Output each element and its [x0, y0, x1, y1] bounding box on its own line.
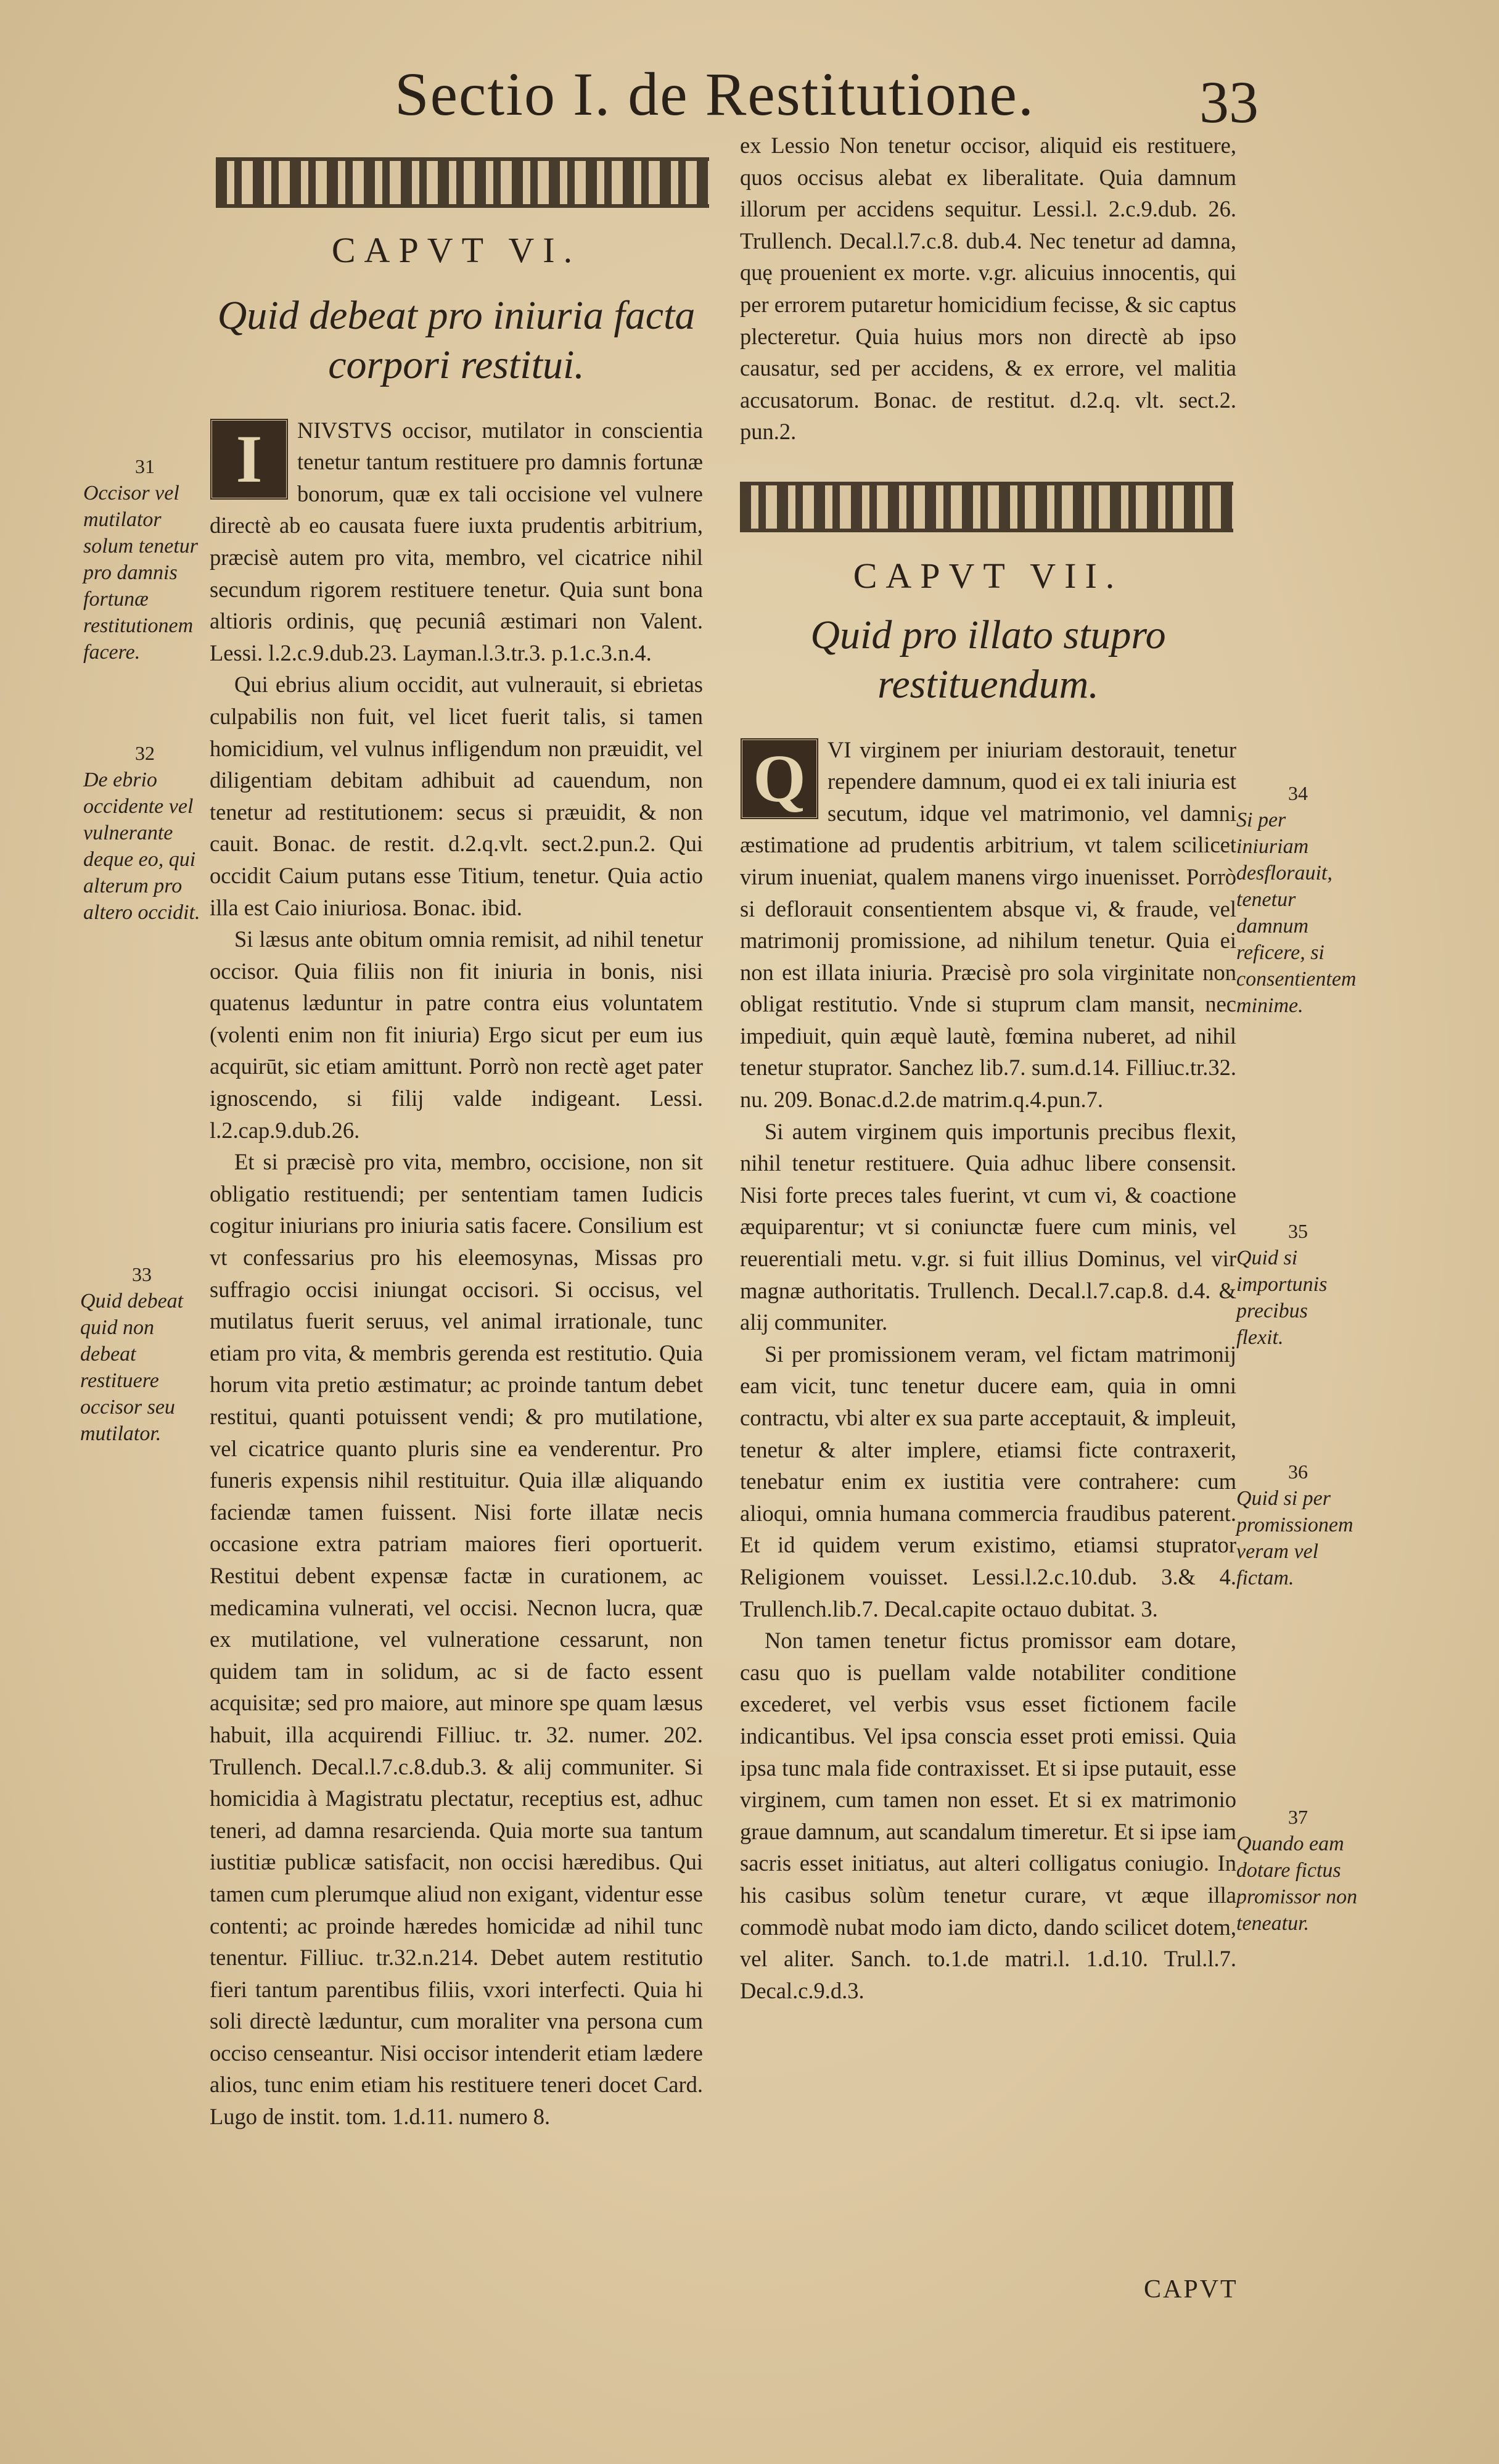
margin-note	[83, 453, 207, 665]
chapter-heading: CAPVT VII.	[853, 555, 1123, 596]
paragraph: Qui ebrius alium occidit, aut vulnerauit, si ebrietas culpabilis non fuit, vel licet fuerit talis, si tamen homicidium, vel vulnus infligendum non præuidit, vel diligentiam debitam adhibuit ad cauendum, non tenetur ad restitutionem: secus si præuidit, & non cauit. Bonac. de restit. d.2.q.vlt. sect.2.pun.2. Qui occidit Caium putans esse Titium, tenetur. Quia actio illa est Caio iniuriosa. Bonac. ibid.	[210, 672, 703, 920]
margin-note-number: 34	[1288, 782, 1308, 804]
margin-note	[1236, 780, 1360, 1019]
margin-note-number: 33	[132, 1263, 152, 1285]
paragraph: Si per promissionem veram, vel fictam matrimonij eam vicit, tunc tenetur ducere eam, quia in omni contractu, vbi alter ex sua parte acceptauit, & impleuit, tenetur & alter implere, etiamsi ficte contraxerit, tenebatur enim ex iustitia vere contrahere: cum alioqui, omnia humana commercia fraudibus paterent. Et id quidem verum existimo, etiamsi stuprator Religionem vouisset. Lessi.l.2.c.10.dub. 3.& 4. Trullench.lib.7. Decal.capite octauo dubitat. 3.	[740, 1341, 1236, 1621]
margin-note-text: Quid debeat quid non debeat restituere occisor seu mutilator.	[80, 1290, 184, 1445]
margin-note-number: 32	[135, 742, 155, 764]
margin-note	[1236, 1218, 1360, 1351]
paragraph: Non tamen tenetur fictus promissor eam dotare, casu quo is puellam valde notabiliter conditione excederet, vel verbis vsus esset fictionem facile indicantibus. Vel ipsa conscia esset proti emissi. Quia ipsa tunc mala fide contraxisset. Et si ipse putauit, esse virginem, cum tamen non esset. Et si ex matrimonio graue damnum, aut scandalum timeretur. Et si ipse iam sacris esset initiatus, aut alteri colligatus coniugio. In his casibus solùm tenetur curare, vt æque illa commodè nubat modo iam dicto, dando scilicet dotem, vel aliter. Sanch. to.1.de matri.l. 1.d.10. Trul.l.7. Decal.c.9.d.3.	[740, 1628, 1236, 2003]
margin-note-text: Si per iniuriam desflorauit, tenetur damnum reficere, si consentientem minime.	[1236, 809, 1357, 1017]
paragraph: Et si præcisè pro vita, membro, occisione, non sit obligatio restituendi; per sententiam tamen Iudicis cogitur iniurians pro iniuria satis facere. Consilium est vt confessarius pro his eleemosynas, Missas pro suffragio occisi iniungat occisori. Si occisus, vel mutilatus fuerit seruus, vel animal irrationale, tunc etiam pro vita, & membris gerenda est restitutio. Quia horum vita pretio æstimatur; ac proinde tantum debet restitui, quanti potuissent vendi; & pro mutilatione, vel cicatrice quanto pluris sine ea venderentur. Pro funeris expensis nihil restituitur. Quia illæ aliquando faciendæ tamen fuissent. Nisi forte illatæ necis occasione extra patriam maiores fieri oportuerit. Restitui debent expensæ factæ in curationem, ac medicamina vulnerati, vel occisi. Necnon lucra, quæ ex mutilatione, vel vulneratione cessarunt, non quidem tam in solidum, ac si de facto essent acquisitæ; sed pro maiore, aut minore spe quam læsus habuit, illa acquirendi Filliuc. tr. 32. numer. 202. Trullench. Decal.l.7.c.8.dub.3. & alij communiter. Si homicidia à Magistratu plectatur, receptius est, adhuc teneri, ad damna resarcienda. Quia morte sua tantum iustitiæ publicæ satisfacit, non occisi hæredibus. Qui tamen cum plerumque aliud non exigant, videntur esse contenti; ac proinde hæredes homicidæ ad nihil tunc tenentur. Filliuc. tr.32.n.214. Debet autem restitutio fieri tantum parentibus filiis, vxori interfecti. Quia hi soli directè læduntur, cum moraliter vna persona cum occiso censeantur. Nisi occisor intenderit etiam lædere alios, tunc enim etiam his restituere teneri docet Card. Lugo de instit. tom. 1.d.11. numero 8.	[210, 1149, 703, 2130]
margin-note-text: Quando eam dotare fictus promissor non teneatur.	[1236, 1832, 1358, 1935]
drop-cap: I	[210, 418, 289, 500]
margin-note	[1236, 1459, 1360, 1591]
margin-note	[83, 740, 207, 926]
paragraph: NIVSTVS occisor, mutilator in conscientia tenetur tantum restituere pro damnis fortunæ bonorum, quæ ex tali occisione vel vulnere directè ab eo causata fuere iuxta prudentis arbitrium, præcisè autem pro vita, membro, vel cicatrice nihil secundum rigorem restituere tenetur. Quia sunt bona altioris ordinis, quę pecuniâ æstimari non Valent. Lessi. l.2.c.9.dub.23. Layman.l.3.tr.3. p.1.c.3.n.4.	[210, 417, 703, 665]
paragraph: Si læsus ante obitum omnia remisit, ad nihil tenetur occisor. Quia filiis non fit iniuria in bonis, nisi quatenus læduntur in patre contra eius voluntatem (volenti enim non fit iniuria) Ergo sicut per eum ius acquirūt, sic etiam amittunt. Porrò non rectè aget pater ignoscendo, si filij valde indigeant. Lessi. l.2.cap.9.dub.26.	[210, 926, 703, 1143]
drop-cap: Q	[740, 738, 819, 820]
left-column	[210, 230, 703, 2133]
margin-note	[1236, 1804, 1360, 1937]
paragraph: VI virginem per iniuriam destorauit, tenetur rependere damnum, quod ei ex tali iniuria est secutum, idque vel matrimonio, vel damni æstimatione ad prudentis arbitrium, vt talem scilicet virum inueniat, qualem manens virgo inuenisset. Porrò si deflorauit consentientem absque vi, & fraude, vel matrimonij promissione, ad nihilum tenetur. Quia ei non est illata iniuria. Præcisè pro sola virginitate non obligat restitutio. Vnde si stuprum clam mansit, nec impediuit, quin æquè lautè, fœmina nuberet, ad nihil tenetur stuprator. Sanchez lib.7. sum.d.14. Filliuc.tr.32. nu. 209. Bonac.d.2.de matrim.q.4.pun.7.	[740, 736, 1236, 1113]
margin-note	[80, 1261, 203, 1447]
chapter-title: Quid pro illato stupro restituendum.	[810, 612, 1166, 707]
chapter-heading: CAPVT VI.	[331, 230, 581, 270]
paragraph: ex Lessio Non tenetur occisor, aliquid eis restituere, quos occisus alebat ex liberalitate. Quia damnum illorum per accidens sequitur. Lessi.l. 2.c.9.dub. 26. Trullench. Decal.l.7.c.8. dub.4. Nec tenetur ad damna, quę prouenient ex morte. v.gr. alicuius innocentis, qui per errorem putaretur homicidium fecisse, & sic captus plecteretur. Quia huius mors non directè ab ipso causatur, sed per accidens, & ex errore, vel malitia accusatorum. Bonac. de restitut. d.2.q. vlt. sect.2. pun.2.	[740, 133, 1236, 445]
ornament-band-right	[740, 482, 1233, 532]
chapter-title: Quid debeat pro iniuria facta corpori restitui.	[217, 292, 696, 387]
right-column	[740, 130, 1236, 2006]
paragraph: Si autem virginem quis importunis precibus flexit, nihil tenetur restituere. Quia adhuc libere consensit. Nisi forte preces tales fuerint, vt cum vi, & coactione æquiparentur; vt si coniunctæ fuere cum minis, vel reuerentiali metu. v.gr. si fuit illius Dominus, vel vir magnæ authoritatis. Trullench. Decal.l.7.cap.8. d.4. & alij communiter.	[740, 1118, 1236, 1335]
page-number: 33	[1199, 69, 1259, 135]
margin-note-text: De ebrio occidente vel vulnerante deque eo, qui alterum pro altero occidit.	[83, 768, 200, 924]
margin-note-text: Occisor vel mutilator solum tenetur pro damnis fortunæ restitutionem facere.	[83, 482, 199, 664]
margin-note-text: Quid si per promissionem veram vel fictam.	[1236, 1487, 1353, 1589]
margin-note-number: 35	[1288, 1220, 1308, 1242]
margin-note-text: Quid si importunis precibus flexit.	[1236, 1246, 1328, 1349]
margin-note-number: 31	[135, 455, 155, 477]
margin-note-number: 37	[1288, 1806, 1308, 1828]
ornament-band-left	[216, 157, 709, 208]
catchword: CAPVT	[1144, 2275, 1238, 2304]
margin-note-number: 36	[1288, 1461, 1308, 1483]
running-header: Sectio I. de Restitutione.	[395, 60, 1035, 128]
